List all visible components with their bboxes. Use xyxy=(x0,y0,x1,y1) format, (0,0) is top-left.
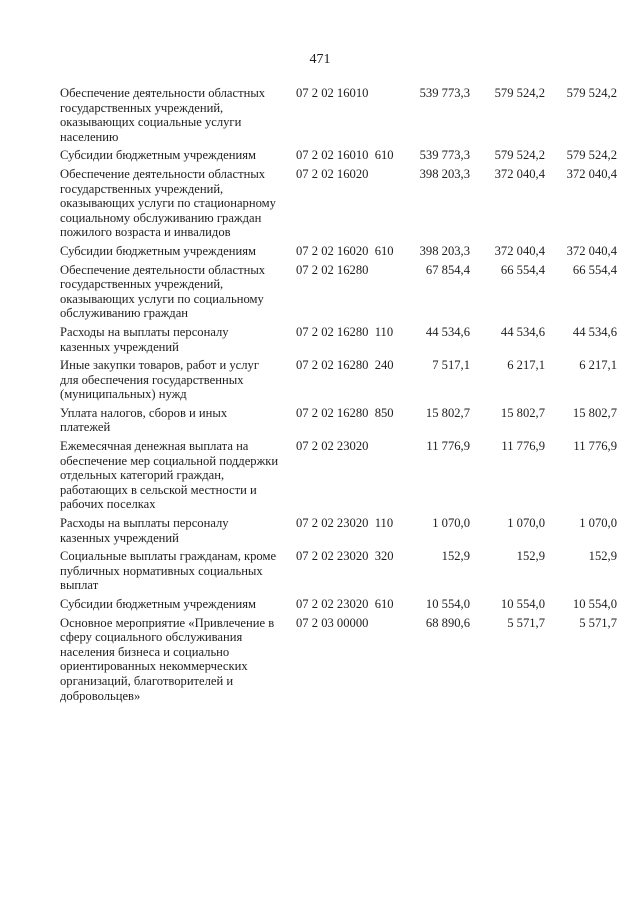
row-amount-3: 1 070,0 xyxy=(579,516,617,531)
table-row xyxy=(0,263,640,325)
row-description: Обеспечение деятельности областных государственных учреждений, оказывающих услуги по социальному обслуживанию граждан xyxy=(60,262,266,321)
row-amount-3: 44 534,6 xyxy=(572,324,617,339)
table-row xyxy=(0,148,640,167)
row-description: Иные закупки товаров, работ и услуг для обеспечения государственных (муниципальных) нужд xyxy=(60,358,260,402)
row-amount-3: 6 217,1 xyxy=(579,358,617,373)
row-amount-1: 1 070,0 xyxy=(432,516,470,531)
row-amount-2: 5 571,7 xyxy=(507,615,545,630)
row-description: Субсидии бюджетным учреждениям xyxy=(60,243,256,258)
row-amount-2: 579 524,2 xyxy=(494,148,545,163)
row-code: 07 2 02 16010 610 xyxy=(296,148,394,163)
row-description: Социальные выплаты гражданам, кроме публичных нормативных социальных выплат xyxy=(60,549,277,593)
row-code: 07 2 02 23020 610 xyxy=(296,597,394,611)
row-amount-3: 579 524,2 xyxy=(566,86,617,100)
row-amount-1: 68 890,6 xyxy=(425,615,470,630)
row-amount-2: 10 554,0 xyxy=(500,597,545,611)
row-code: 07 2 02 16010 xyxy=(296,86,369,100)
row-amount-1: 11 776,9 xyxy=(426,439,470,454)
row-amount-3: 5 571,7 xyxy=(579,615,617,630)
table-row xyxy=(0,597,640,616)
row-description: Расходы на выплаты персоналу казенных учреждений xyxy=(60,516,229,545)
row-amount-3: 11 776,9 xyxy=(573,439,617,454)
table-row xyxy=(0,325,640,358)
row-code: 07 2 02 16280 240 xyxy=(296,358,394,373)
row-amount-1: 44 534,6 xyxy=(425,324,470,339)
table-row xyxy=(0,439,640,516)
row-code: 07 2 02 16020 xyxy=(296,166,369,181)
table-row xyxy=(0,549,640,597)
row-amount-1: 398 203,3 xyxy=(419,166,470,181)
row-amount-3: 15 802,7 xyxy=(572,405,617,420)
table-row xyxy=(0,244,640,263)
row-description: Субсидии бюджетным учреждениям xyxy=(60,148,256,163)
row-amount-2: 6 217,1 xyxy=(507,358,545,373)
row-amount-1: 398 203,3 xyxy=(419,243,470,258)
row-amount-2: 15 802,7 xyxy=(500,405,545,420)
row-amount-3: 152,9 xyxy=(588,549,617,564)
row-amount-2: 44 534,6 xyxy=(500,324,545,339)
page-number: 471 xyxy=(309,52,331,67)
row-description: Субсидии бюджетным учреждениям xyxy=(60,597,256,611)
row-code: 07 2 02 23020 xyxy=(296,439,369,454)
row-amount-2: 372 040,4 xyxy=(494,166,545,181)
row-description: Основное мероприятие «Привлечение в сферу социального обслуживания населения бизнеса и социально ориентированных некоммерческих организаций, благотворителей и добровольцев» xyxy=(60,615,275,703)
row-description: Уплата налогов, сборов и иных платежей xyxy=(60,405,228,435)
row-amount-1: 539 773,3 xyxy=(419,148,470,163)
row-code: 07 2 02 16020 610 xyxy=(296,243,394,258)
row-amount-1: 539 773,3 xyxy=(419,86,470,100)
row-amount-1: 67 854,4 xyxy=(425,262,470,277)
row-amount-1: 7 517,1 xyxy=(432,358,470,373)
row-code: 07 2 02 16280 xyxy=(296,262,369,277)
row-amount-1: 15 802,7 xyxy=(425,405,470,420)
row-amount-1: 152,9 xyxy=(441,549,470,564)
row-amount-1: 10 554,0 xyxy=(425,597,470,611)
row-amount-2: 372 040,4 xyxy=(494,243,545,258)
row-amount-3: 372 040,4 xyxy=(566,166,617,181)
row-description: Обеспечение деятельности областных государственных учреждений, оказывающих социальные услуги населению xyxy=(60,86,266,144)
row-amount-2: 11 776,9 xyxy=(501,439,545,454)
budget-table xyxy=(0,86,640,707)
row-amount-3: 66 554,4 xyxy=(572,262,617,277)
table-row xyxy=(0,86,640,148)
table-row xyxy=(0,167,640,244)
row-amount-3: 579 524,2 xyxy=(566,148,617,163)
table-row xyxy=(0,358,640,406)
row-amount-3: 10 554,0 xyxy=(572,597,617,611)
row-code: 07 2 02 23020 320 xyxy=(296,549,394,564)
row-description: Расходы на выплаты персоналу казенных учреждений xyxy=(60,324,229,354)
row-amount-2: 579 524,2 xyxy=(494,86,545,100)
row-amount-3: 372 040,4 xyxy=(566,243,617,258)
row-code: 07 2 02 23020 110 xyxy=(296,516,394,531)
row-code: 07 2 02 16280 110 xyxy=(296,324,394,339)
table-row xyxy=(0,616,640,708)
table-row xyxy=(0,516,640,549)
row-amount-2: 152,9 xyxy=(516,549,545,564)
row-amount-2: 1 070,0 xyxy=(507,516,545,531)
row-code: 07 2 03 00000 xyxy=(296,615,369,630)
row-amount-2: 66 554,4 xyxy=(500,262,545,277)
table-row xyxy=(0,406,640,439)
row-description: Обеспечение деятельности областных государственных учреждений, оказывающих услуги по стационарному социальному обслуживанию граждан пожилого возраста и инвалидов xyxy=(60,166,276,240)
row-description: Ежемесячная денежная выплата на обеспечение мер социальной поддержки отдельных категорий граждан, работающих в сельской местности и рабочих поселках xyxy=(60,439,279,512)
row-code: 07 2 02 16280 850 xyxy=(296,405,394,420)
